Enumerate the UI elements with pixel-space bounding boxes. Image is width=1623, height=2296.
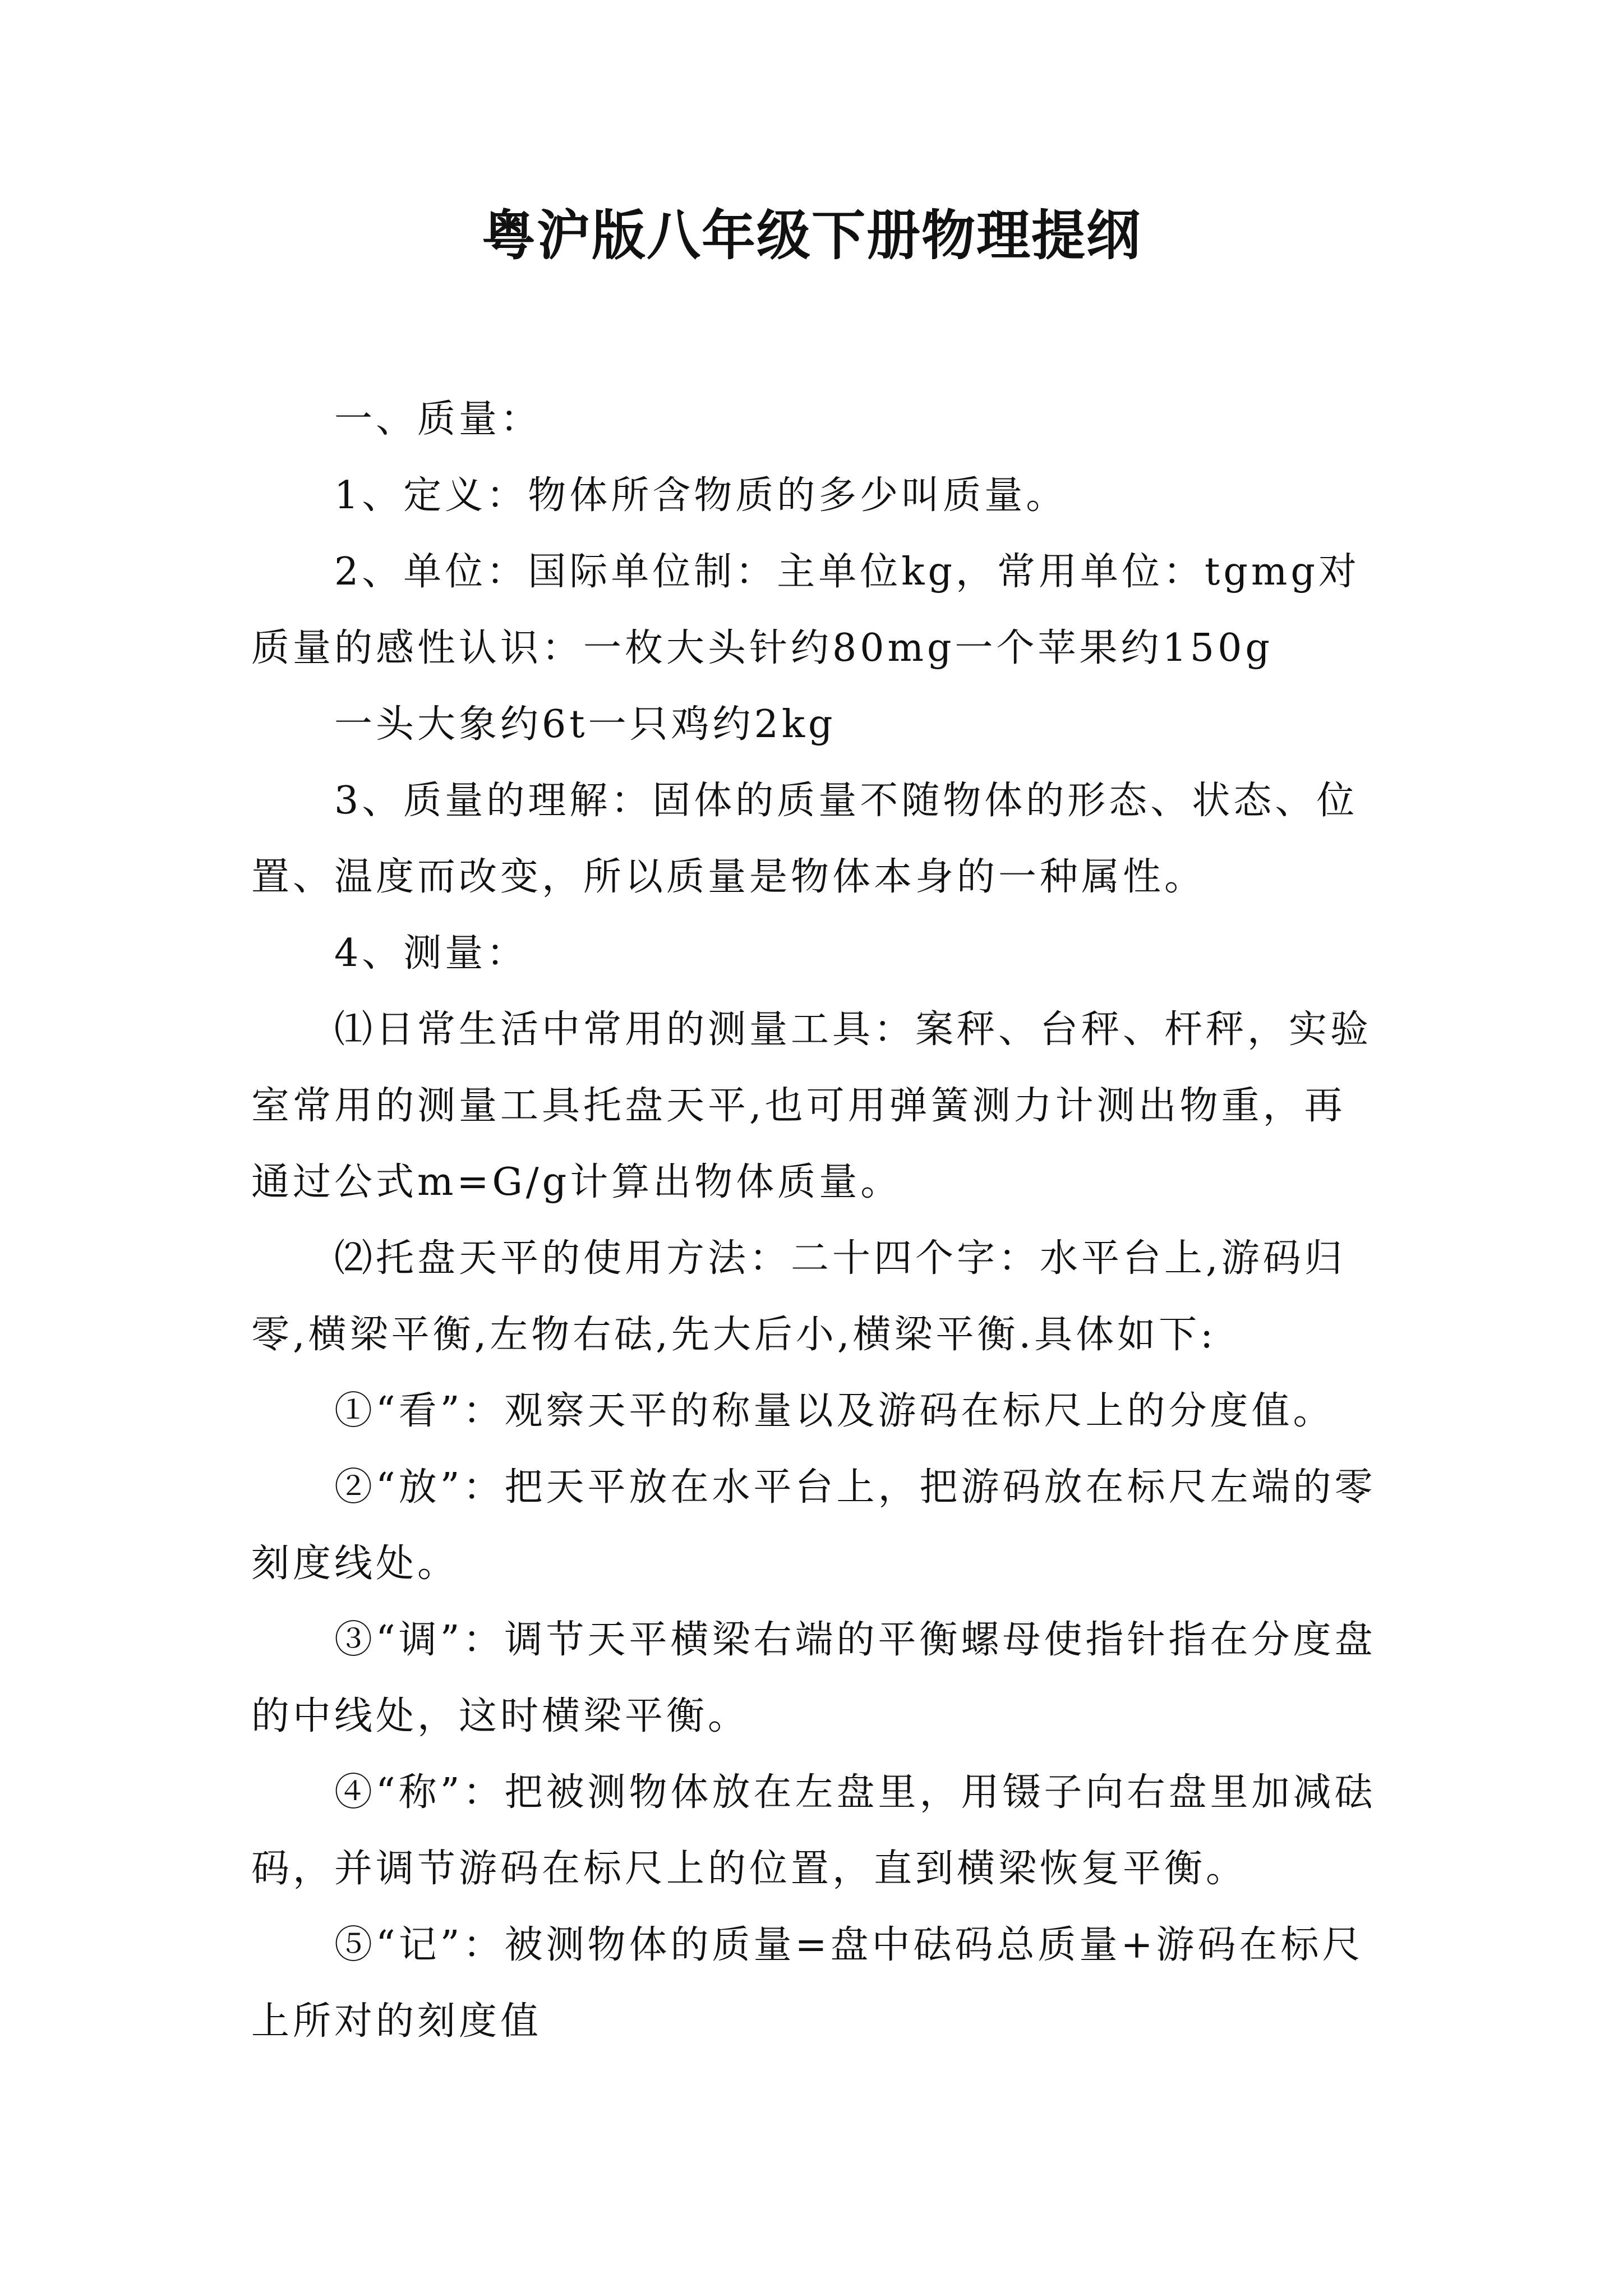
- step-place: ②“放”：把天平放在水平台上，把游码放在标尺左端的零刻度线处。: [251, 1465, 1376, 1586]
- heading-measurement: 4、测量：: [334, 931, 528, 976]
- step-adjust: ③“调”：调节天平横梁右端的平衡螺母使指针指在分度盘的中线处，这时横梁平衡。: [251, 1618, 1376, 1738]
- paragraph-understanding: 3、质量的理解：固体的质量不随物体的形态、状态、位置、温度而改变，所以质量是物体本身的一种属性。: [251, 779, 1358, 899]
- paragraph-definition: 1、定义：物体所含物质的多少叫质量。: [334, 473, 1068, 518]
- paragraph-unit: 2、单位：国际单位制：主单位kg，常用单位：tgmg对质量的感性认识：一枚大头针约80mg一个苹果约150g: [251, 550, 1360, 670]
- document-body: [251, 381, 1384, 2060]
- document-title: 粤沪版八年级下册物理提纲: [482, 204, 1141, 267]
- step-record: ⑤“记”：被测物体的质量=盘中砝码总质量+游码在标尺上所对的刻度值: [251, 1923, 1364, 2044]
- step-look: ①“看”：观察天平的称量以及游码在标尺上的分度值。: [334, 1389, 1335, 1433]
- heading-mass: 一、质量：: [334, 397, 542, 441]
- paragraph-unit-examples: 一头大象约6t一只鸡约2kg: [334, 702, 836, 747]
- paragraph-tools: ⑴日常生活中常用的测量工具：案秤、台秤、杆秤，实验室常用的测量工具托盘天平,也可用弹簧测力计测出物重，再通过公式m=G/g计算出物体质量。: [251, 1007, 1372, 1204]
- step-weigh: ④“称”：把被测物体放在左盘里，用镊子向右盘里加减砝码，并调节游码在标尺上的位置，直到横梁恢复平衡。: [251, 1770, 1376, 1891]
- paragraph-balance-method: ⑵托盘天平的使用方法：二十四个字：水平台上,游码归零,横梁平衡,左物右砝,先大后小,横梁平衡.具体如下:: [251, 1236, 1346, 1357]
